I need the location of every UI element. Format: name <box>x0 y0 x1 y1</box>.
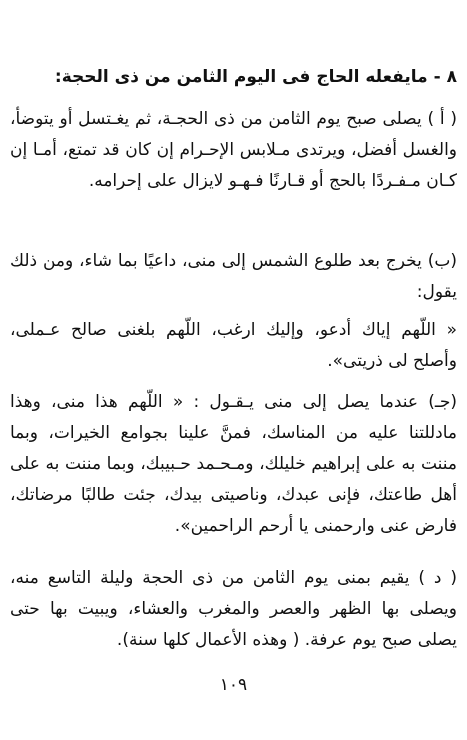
section-heading: ٨ - مايفعله الحاج فى اليوم الثامن من ذى الحجة: <box>54 67 457 87</box>
paragraph-a: ( أ ) يصلى صبح يوم الثامن من ذى الحجـة، ثم يغـتسل أو يتوضأ، والغسل أفضل، ويرتدى مـلابس الإحـرام إن كان قد تمتع، أمـا إن كـان مـفـردًا بالحج أو قـارنًا فـهـو لايزال على إحرامه. <box>10 109 457 191</box>
paragraph-prayer: « اللّهم إياك أدعو، وإليك ارغب، اللّهم بلغنى صالح عـملى، وأصلح لى ذريتى». <box>10 320 457 371</box>
paragraph-c: (جـ) عندما يصل إلى منى يـقـول : « اللّهم هذا منى، وهذا مادللتنا عليه من المناسك، فمنَّ علينا بجوامع الخيرات، وبما مننت به على إبراهيم خليلك، ومـحـمد حـبيبك، وبما مننت به على أهل طاعتك، فإنى عبدك، وناصيتى بيدك، جئت طالبًا مرضاتك، فارض عنى وارحمنى يا أرحم الراحمين». <box>10 392 457 536</box>
page-number: ١٠٩ <box>219 675 248 695</box>
paragraph-d: ( د ) يقيم بمنى يوم الثامن من ذى الحجة وليلة التاسع منه، ويصلى بها الظهر والعصر والمغرب والعشاء، ويبيت بها حتى يصلى صبح يوم عرفة. ( وهذه الأعمال كلها سنة). <box>10 568 457 650</box>
paragraph-b: (ب) يخرج بعد طلوع الشمس إلى منى، داعيًا بما شاء، ومن ذلك يقول: <box>10 251 457 302</box>
